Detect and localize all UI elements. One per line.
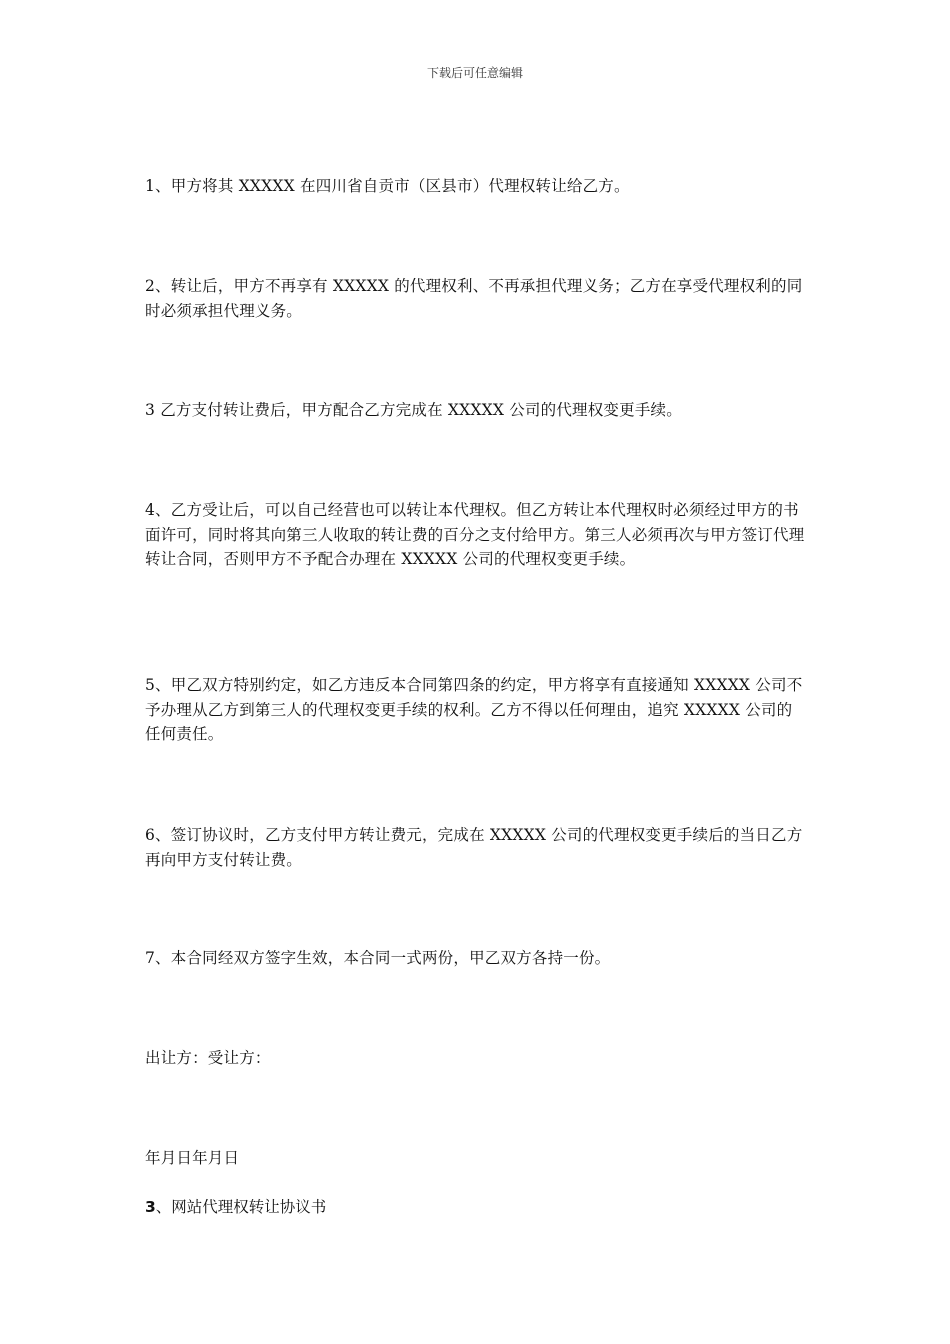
clause-2: 2、转让后，甲方不再享有 XXXXX 的代理权利、不再承担代理义务；乙方在享受代理权利的同时必须承担代理义务。 [145,277,803,320]
clause-1: 1、甲方将其 XXXXX 在四川省自贡市（区县市）代理权转让给乙方。 [145,177,630,195]
page-header-note: 下载后可任意编辑 [426,66,523,80]
next-section-heading [145,1195,326,1219]
clause-3: 3 乙方支付转让费后，甲方配合乙方完成在 XXXXX 公司的代理权变更手续。 [145,401,682,419]
clause-7: 7、本合同经双方签字生效，本合同一式两份，甲乙双方各持一份。 [145,949,611,967]
signature-parties: 出让方：受让方： [145,1049,271,1067]
signature-dates: 年月日年月日 [145,1149,240,1167]
clause-5: 5、甲乙双方特别约定，如乙方违反本合同第四条的约定，甲方将享有直接通知 XXXXX 公司不予办理从乙方到第三人的代理权变更手续的权利。乙方不得以任何理由，追究 XXXXX 公司的任何责任。 [145,676,803,743]
clause-4: 4、乙方受让后，可以自己经营也可以转让本代理权。但乙方转让本代理权时必须经过甲方的书面许可，同时将其向第三人收取的转让费的百分之支付给甲方。第三人必须再次与甲方签订代理转让合同，否则甲方不予配合办理在 XXXXX 公司的代理权变更手续。 [145,501,805,568]
clause-6: 6、签订协议时，乙方支付甲方转让费元，完成在 XXXXX 公司的代理权变更手续后的当日乙方再向甲方支付转让费。 [145,826,803,869]
next-section-title: 、网站代理权转让协议书 [155,1198,327,1216]
next-section-number: 3 [145,1198,156,1216]
